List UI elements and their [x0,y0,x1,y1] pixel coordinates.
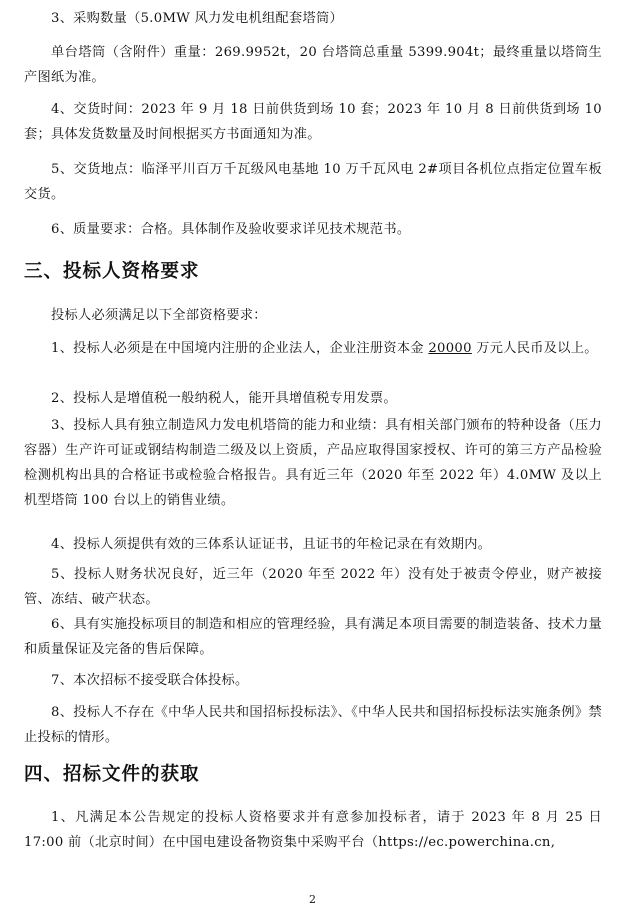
qualification-item-4: 4、投标人须提供有效的三体系认证证书，且证书的年检记录在有效期内。 [51,537,492,552]
page-number: 2 [309,893,316,906]
qualification-item-5: 5、投标人财务状况良好，近三年（2020 年至 2022 年）没有处于被责令停业，财产被接管、冻结、破产状态。 [24,567,602,607]
item-delivery-location: 5、交货地点：临泽平川百万千瓦级风电基地 10 万千瓦风电 2#项目各机位点指定位置车板交货。 [24,162,602,202]
item-quality-requirement: 6、质量要求：合格。具体制作及验收要求详见技术规范书。 [51,222,411,237]
qualification-item-8: 8、投标人不存在《中华人民共和国招标投标法》、《中华人民共和国招标投标法实施条例》禁止投标的情形。 [24,705,602,745]
registered-capital-value: 20000 [428,341,472,356]
tender-docs-item-1: 1、凡满足本公告规定的投标人资格要求并有意参加投标者，请于 2023 年 8 月 25 日 17:00 前（北京时间）在中国电建设备物资集中采购平台（https://ec.powerchina.cn, [24,810,602,850]
item-tower-weight: 单台塔筒（含附件）重量：269.9952t，20 台塔筒总重量 5399.904t；最终重量以塔筒生产图纸为准。 [24,45,602,85]
section-heading-qualifications: 三、投标人资格要求 [24,261,200,282]
qualification-item-1-tail: 万元人民币及以上。 [471,341,598,356]
qualification-item-7: 7、本次招标不接受联合体投标。 [51,673,249,688]
qualification-item-1 [24,336,602,361]
qualification-item-3: 3、投标人具有独立制造风力发电机塔筒的能力和业绩：具有相关部门颁布的特种设备（压力容器）生产许可证或钢结构制造二级及以上资质，产品应取得国家授权、许可的第三方产品检验检测机构出具的合格证书或检验合格报告。具有近三年（2020 年至 2022 年）4.0MW 及以上机型塔筒 100 台以上的销售业绩。 [24,418,602,508]
qualification-item-1-text: 1、投标人必须是在中国境内注册的企业法人，企业注册资本金 [51,341,429,356]
qualification-intro: 投标人必须满足以下全部资格要求： [51,308,267,323]
qualification-item-6: 6、具有实施投标项目的制造和相应的管理经验，具有满足本项目需要的制造装备、技术力量和质量保证及完备的售后保障。 [24,617,602,657]
qualification-item-2: 2、投标人是增值税一般纳税人，能开具增值税专用发票。 [51,391,397,406]
item-delivery-time: 4、交货时间：2023 年 9 月 18 日前供货到场 10 套；2023 年 10 月 8 日前供货到场 10 套；具体发货数量及时间根据买方书面通知为准。 [24,102,602,142]
item-purchase-quantity: 3、采购数量（5.0MW 风力发电机组配套塔筒） [51,11,343,26]
section-heading-tender-documents: 四、招标文件的获取 [24,764,200,785]
